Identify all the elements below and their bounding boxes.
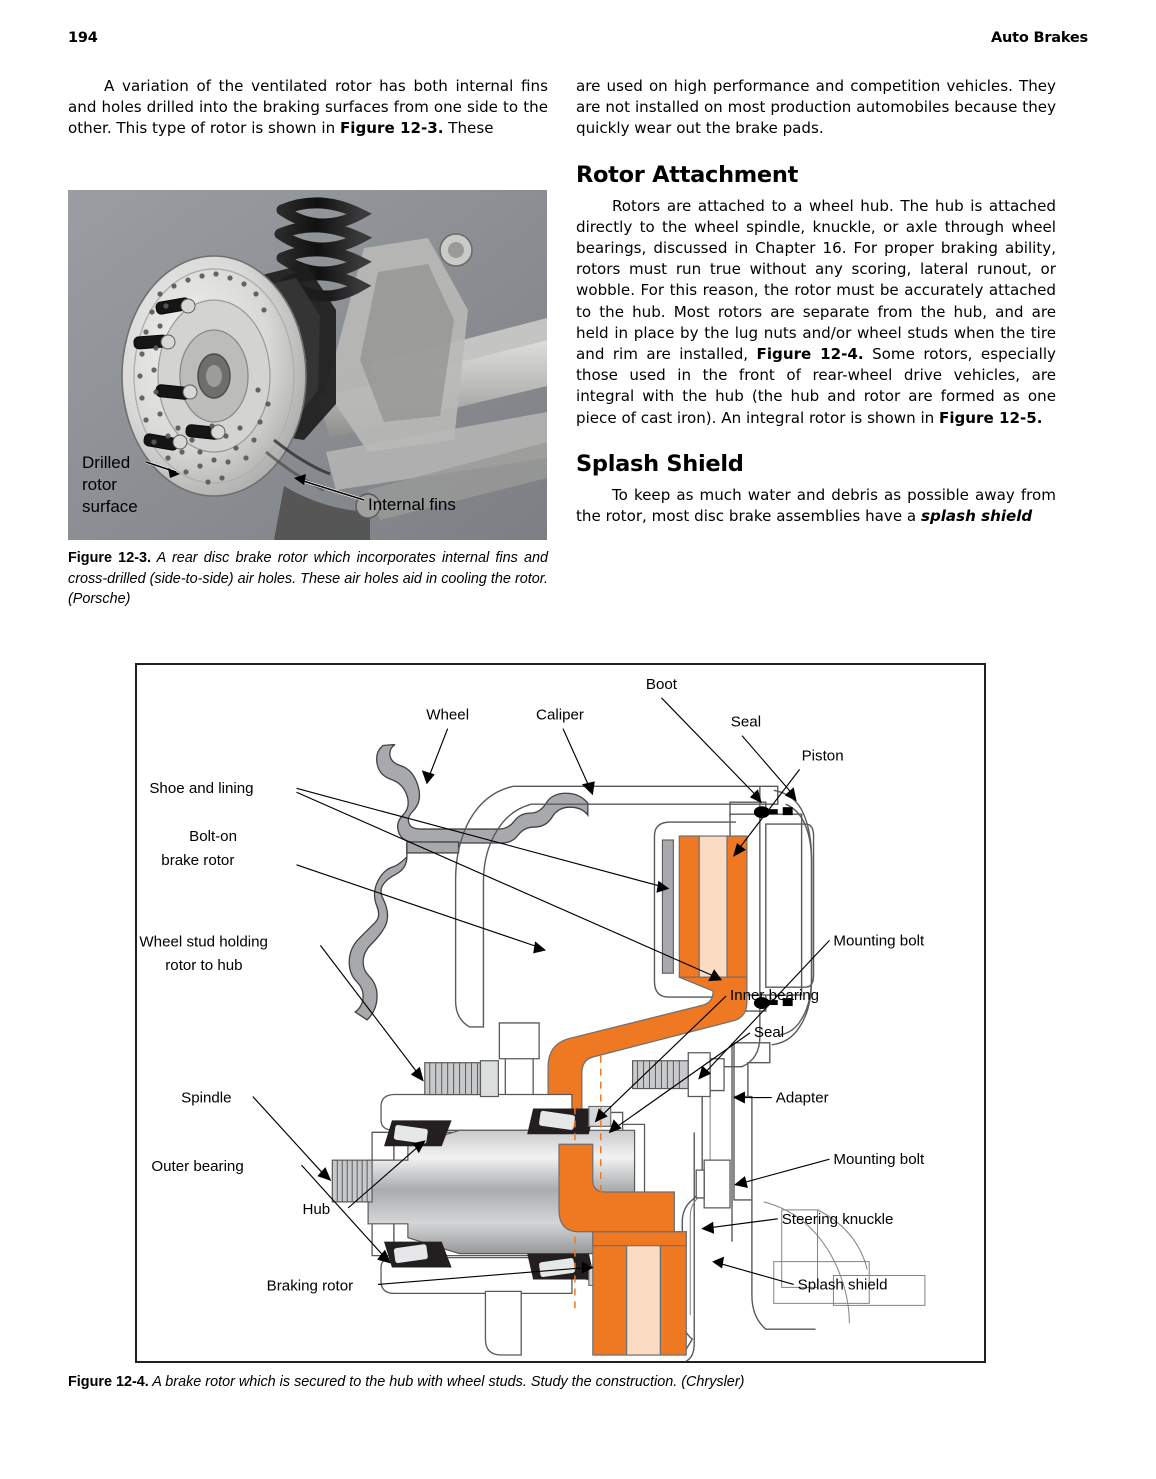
diagram-label-caliper — [536, 707, 595, 796]
figure-12-4-caption — [68, 1372, 1088, 1393]
diagram-part-piston — [766, 824, 814, 987]
figure-12-3-caption-text: A rear disc brake rotor which incorporates internal fins and cross-drilled (side-to-side) air holes. These air holes aid in cooling the rotor. (Porsche) — [68, 550, 548, 607]
right-paragraph-2-part-a: Rotors are attached to a wheel hub. The hub is attached directly to the wheel spindle, knuckle, or axle through wheel bearings, discussed in Chapter 16. For proper braking ability, rotors must run true without any scoring, lateral runout, or wobble. For this reason, the rotor must be accurately attached to the hub. Most rotors are separate from the hub, and are held in place by the lug nuts and/or wheel studs when the tire and rim are installed, — [576, 196, 1056, 364]
page-number: 194 — [68, 30, 98, 46]
label-adapter-text: Adapter — [775, 1089, 829, 1107]
label-spindle-text: Spindle — [181, 1089, 232, 1107]
label-seal-right-text: Seal — [753, 1023, 785, 1041]
diagram-part-seal — [783, 807, 793, 1006]
heading-rotor-attachment: Rotor Attachment — [576, 161, 799, 188]
right-text-column — [576, 76, 1056, 527]
label-piston-text: Piston — [801, 747, 844, 765]
svg-text:Internal fins: Internal fins — [368, 495, 456, 514]
label-wheel-text: Wheel — [426, 706, 470, 724]
diagram-part-mounting-bolt-top — [633, 1053, 724, 1097]
label-bolt-on-rotor-line-2: brake rotor — [161, 851, 235, 869]
figure-12-3-reference: Figure 12-3. — [339, 119, 444, 138]
diagram-label-shoe-and-lining — [149, 780, 722, 981]
diagram-part-adapter — [732, 1043, 770, 1242]
label-hub-text: Hub — [302, 1200, 331, 1218]
label-bolt-on-rotor-line-1: Bolt-on — [189, 827, 238, 845]
diagram-part-braking-rotor — [593, 1232, 686, 1355]
book-title: Auto Brakes — [991, 30, 1088, 46]
right-paragraph-2-part-b: Some rotors, especially those used in the front of rear-wheel drive vehicles, are integral with the hub (the hub and rotor are formed as one piece of cast iron). An integral rotor is shown in — [576, 345, 1056, 427]
svg-text:Drilled: Drilled — [82, 453, 131, 472]
label-wheel-stud-line-1: Wheel stud holding — [139, 933, 268, 951]
label-mounting-bolt-bottom-text: Mounting bolt — [833, 1151, 925, 1169]
diagram-label-steering-knuckle — [701, 1211, 893, 1234]
label-seal-top-text: Seal — [730, 713, 762, 731]
label-caliper-text: Caliper — [536, 706, 584, 724]
figure-12-5-reference: Figure 12-5. — [939, 408, 1043, 427]
label-steering-knuckle-text: Steering knuckle — [781, 1210, 894, 1228]
heading-splash-shield: Splash Shield — [576, 450, 744, 477]
figure-12-3-caption — [68, 548, 548, 610]
right-paragraph-1: are used on high performance and competition vehicles. They are not installed on most production automobiles because they quickly wear out the brake pads. — [576, 77, 1056, 138]
diagram-label-seal-top — [731, 714, 797, 802]
diagram-part-wheel-stud — [425, 1061, 499, 1097]
left-paragraph-1-text: A variation of the ventilated rotor has both internal fins and holes drilled into the braking surfaces from one side to the other. This type of rotor is shown in — [68, 77, 548, 138]
label-inner-bearing-text: Inner bearing — [730, 987, 820, 1005]
diagram-label-wheel-stud — [139, 933, 423, 1081]
figure-12-4-caption-text: A brake rotor which is secured to the hub with wheel studs. Study the construction. (Chrysler) — [148, 1374, 745, 1390]
figure-12-4-reference: Figure 12-4. — [756, 345, 864, 364]
left-paragraph-1 — [68, 76, 548, 140]
figure-12-4-caption-lead: Figure 12-4. — [68, 1374, 149, 1390]
label-wheel-stud-line-2: rotor to hub — [165, 957, 243, 975]
figure-12-3-photo — [68, 190, 547, 540]
diagram-part-mounting-bolt-bottom — [696, 1160, 730, 1208]
diagram-part-outer-bearing — [384, 1242, 452, 1268]
label-mounting-bolt-top-text: Mounting bolt — [833, 932, 925, 950]
label-braking-rotor-text: Braking rotor — [266, 1277, 354, 1295]
right-paragraph-3 — [576, 485, 1056, 527]
label-splash-shield-text: Splash shield — [797, 1276, 888, 1294]
running-head — [68, 30, 1088, 52]
svg-text:surface: surface — [82, 497, 138, 516]
diagram-label-boot — [646, 676, 762, 803]
right-paragraph-3-part-a: To keep as much water and debris as possible away from the rotor, most disc brake assemblies have a — [576, 485, 1056, 526]
figure-12-3-caption-lead: Figure 12-3. — [68, 550, 151, 566]
label-outer-bearing-text: Outer bearing — [151, 1158, 244, 1176]
left-paragraph-1-tail: These — [443, 119, 494, 138]
figure-12-4-diagram — [135, 663, 986, 1363]
label-shoe-and-lining-text: Shoe and lining — [149, 780, 254, 798]
svg-text:rotor: rotor — [82, 475, 117, 494]
left-text-column — [68, 76, 548, 140]
diagram-label-mounting-bolt-bottom — [734, 1151, 925, 1188]
term-splash-shield: splash shield — [920, 507, 1033, 526]
right-paragraph-2 — [576, 196, 1056, 429]
label-boot-text: Boot — [645, 675, 677, 693]
diagram-label-wheel — [422, 707, 469, 785]
